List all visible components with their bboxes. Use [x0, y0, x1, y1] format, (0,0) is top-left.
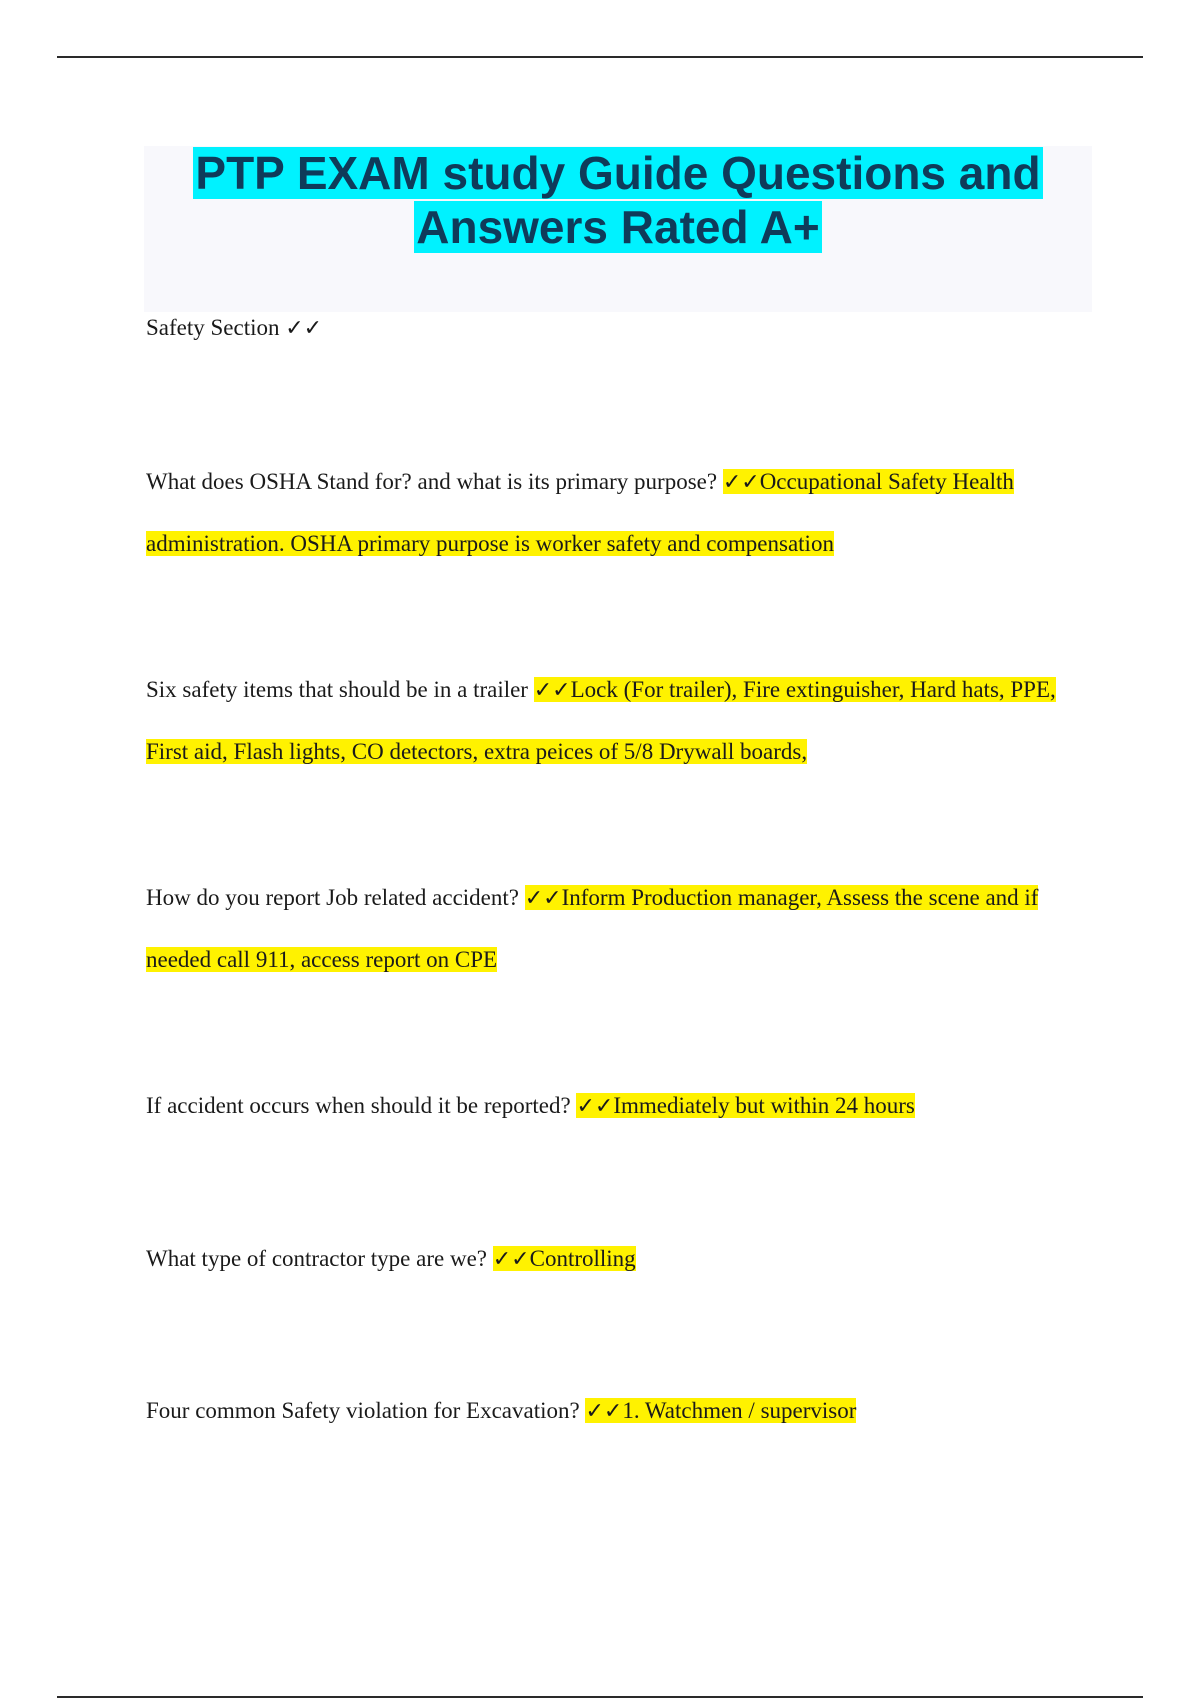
title-line-1: PTP EXAM study Guide Questions and — [195, 147, 1041, 199]
header-rule — [57, 56, 1143, 58]
answer-text: Lock (For trailer), Fire extinguisher, Hard hats, PPE, First aid, Flash lights, CO detectors, extra peices of 5/8 Drywall boards, — [146, 677, 1056, 764]
question-text: If accident occurs when should it be reported? — [146, 1093, 571, 1118]
question-text: What does OSHA Stand for? and what is its primary purpose? — [146, 469, 718, 494]
qa-item-5 — [146, 1228, 1096, 1290]
check-mark-icon: ✓✓ — [524, 886, 562, 911]
check-mark-icon: ✓✓ — [576, 1094, 614, 1119]
question-text: How do you report Job related accident? — [146, 885, 519, 910]
qa-item-6 — [146, 1380, 1096, 1442]
question-text: Four common Safety violation for Excavation? — [146, 1398, 580, 1423]
question-text: What type of contractor type are we? — [146, 1246, 487, 1271]
qa-item-4 — [146, 1075, 1096, 1137]
title-box — [144, 146, 1092, 312]
answer-highlight — [585, 1398, 856, 1423]
answer-text: 1. Watchmen / supervisor — [622, 1398, 857, 1423]
check-mark-icon: ✓✓ — [285, 316, 323, 341]
title-line-2: Answers Rated A+ — [416, 201, 820, 253]
section-label: Safety Section — [146, 315, 280, 340]
section-heading — [146, 313, 322, 344]
footer-rule — [57, 1696, 1143, 1698]
answer-highlight — [493, 1246, 636, 1271]
answer-text: Controlling — [529, 1246, 636, 1271]
answer-text: Immediately but within 24 hours — [613, 1093, 915, 1118]
check-mark-icon: ✓✓ — [585, 1399, 623, 1424]
check-mark-icon: ✓✓ — [533, 678, 571, 703]
answer-text: Inform Production manager, Assess the scene and if needed call 911, access report on CPE — [146, 885, 1039, 972]
check-mark-icon: ✓✓ — [492, 1247, 530, 1272]
check-mark-icon: ✓✓ — [722, 470, 760, 495]
qa-item-2 — [146, 659, 1096, 782]
qa-item-3 — [146, 867, 1096, 990]
qa-item-1 — [146, 451, 1096, 574]
document-title — [144, 146, 1092, 254]
answer-highlight — [576, 1093, 914, 1118]
question-text: Six safety items that should be in a trailer — [146, 677, 528, 702]
answer-text: Occupational Safety Health administration. OSHA primary purpose is worker safety and compensation — [146, 469, 1014, 556]
